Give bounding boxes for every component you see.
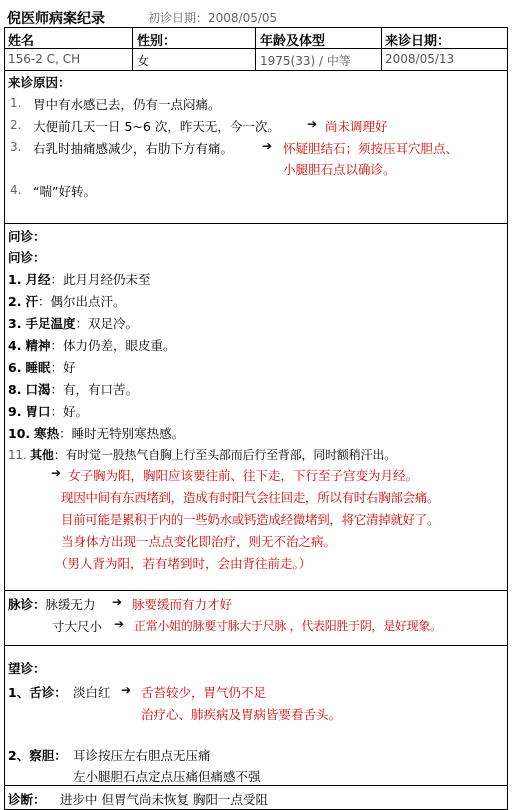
inquiry-label: 汗 — [25, 294, 38, 309]
rule — [4, 70, 508, 71]
info-label-sex: 性别： — [137, 34, 177, 49]
tongue-label: 1、舌诊： — [8, 685, 67, 700]
reason-number: 1. — [10, 96, 22, 110]
info-value-age: 1975(33) / 中等 — [260, 54, 351, 68]
col-divider — [381, 27, 382, 70]
inquiry-heading: 问诊： — [8, 229, 46, 244]
diagnosis-label: 诊断： — [8, 792, 46, 807]
rule — [4, 645, 508, 646]
inquiry-text: ：好 — [50, 360, 76, 375]
reason-note-continued: 小腿胆石点以确诊。 — [283, 162, 396, 177]
reason-text: 右乳时抽痛感减少，右肋下方有痛。 — [33, 141, 234, 156]
doc-title: 倪医师病案纪录 — [7, 11, 105, 27]
pulse-note: 脉要缓而有力才好 — [132, 597, 233, 612]
inquiry-note: （男人背为阳，若有堵到时，会由背往前走。） — [55, 556, 312, 571]
inquiry-number: 8. — [8, 382, 22, 397]
arrow-icon: ➔ — [114, 617, 125, 631]
inquiry-number: 11. — [8, 448, 27, 462]
pulse-text: 脉缓无力 — [45, 597, 96, 612]
inquiry-note: 当身体方出现一点点变化即治疗，则无不治之病。 — [61, 534, 337, 549]
inquiry-text: ：偶尔出点汗。 — [37, 294, 126, 309]
rule — [4, 785, 508, 786]
inquiry-item — [8, 336, 175, 354]
gall-label: 2、察胆： — [8, 748, 67, 763]
inquiry-label: 其他 — [30, 448, 54, 462]
inquiry-number: 6. — [8, 360, 22, 375]
info-value-date: 2008/05/13 — [385, 52, 455, 66]
inquiry-text: ：好。 — [50, 404, 88, 419]
inquiry-item — [8, 446, 396, 463]
reason-heading: 来诊原因： — [8, 75, 71, 90]
inquiry-text: ：睡时无特别寒热感。 — [59, 426, 185, 441]
info-label-date: 来诊日期： — [385, 34, 451, 49]
gall-text: 耳诊按压左右胆点无压痛 — [73, 748, 211, 763]
rule — [4, 590, 508, 591]
gall-text: 左小腿胆石点定点压痛但痛感不强 — [73, 769, 261, 784]
arrow-icon: ➔ — [51, 466, 62, 480]
observe-heading: 望诊： — [8, 661, 46, 676]
arrow-icon: ➔ — [307, 117, 318, 131]
inquiry-note: 目前可能是累积于内的一些奶水或钙造成经微堵到，将它清掉就好了。 — [61, 512, 440, 527]
pulse-heading: 脉诊： — [8, 597, 46, 612]
info-value-sex: 女 — [137, 54, 150, 68]
inquiry-label: 睡眠 — [25, 360, 51, 375]
pulse-note: 正常小姐的脉要寸脉大于尺脉 ，代表阳胜于阴，是好现象。 — [134, 619, 442, 633]
col-divider — [132, 27, 133, 70]
info-value-name: 156-2 C, CH — [8, 52, 81, 66]
reason-text: 大便前几天一日 5~6 次，昨天无，今一次。 — [33, 119, 280, 134]
inquiry-text: ：此月月经仍未至 — [50, 272, 151, 287]
inquiry-number: 1. — [8, 272, 22, 287]
arrow-icon: ➔ — [112, 595, 123, 609]
arrow-icon: ➔ — [121, 683, 132, 697]
inquiry-label: 寒热 — [34, 426, 60, 441]
frame-left — [4, 27, 5, 810]
reason-number: 4. — [10, 183, 22, 197]
inquiry-item — [8, 292, 125, 310]
reason-number: 2. — [10, 118, 22, 132]
tongue-note: 治疗心、肺疾病及胃病皆要看舌头。 — [141, 707, 342, 722]
inquiry-text: ：有时觉一股热气自胸上行至头部而后行至背部，同时额稍汗出。 — [53, 448, 396, 462]
inquiry-label: 月经 — [25, 272, 51, 287]
inquiry-item — [8, 314, 138, 332]
inquiry-number: 10. — [8, 426, 31, 441]
inquiry-label: 精神 — [25, 338, 51, 353]
inquiry-number: 2. — [8, 294, 22, 309]
first-visit-date: 初诊日期：2008/05/05 — [148, 11, 278, 25]
tongue-text: 淡白红 — [73, 685, 111, 700]
info-label-name: 姓名 — [8, 34, 35, 49]
pulse-text: 寸大尺小 — [52, 619, 103, 634]
inquiry-text: ：体力仍差，眼皮重。 — [50, 338, 176, 353]
tongue-note: 舌苔较少，胃气仍不足 — [141, 685, 267, 700]
reason-note: 怀疑胆结石；须按压耳穴胆点、 — [283, 141, 459, 156]
inquiry-subheading: 问诊： — [8, 250, 46, 265]
inquiry-text: ：双足冷。 — [75, 316, 138, 331]
reason-note: 尚未调理好 — [325, 119, 388, 134]
inquiry-number: 3. — [8, 316, 22, 331]
col-divider — [255, 27, 256, 70]
inquiry-number: 4. — [8, 338, 22, 353]
reason-text: 胃中有水感已去，仍有一点闷痛。 — [33, 97, 221, 112]
inquiry-item — [8, 402, 88, 420]
reason-number: 3. — [10, 140, 22, 154]
inquiry-text: ：有，有口苦。 — [50, 382, 138, 397]
inquiry-item — [8, 424, 184, 442]
rule — [4, 223, 508, 224]
inquiry-note: 女子胸为阳，胸阳应该要往前、往下走，下行至子宫变为月经。 — [68, 468, 419, 483]
inquiry-label: 胃口 — [25, 404, 51, 419]
inquiry-item — [8, 380, 138, 398]
inquiry-note: 现因中间有东西堵到，造成有时阳气会往回走，所以有时右胸部会痛。 — [61, 490, 440, 505]
inquiry-label: 口渴 — [25, 382, 51, 397]
inquiry-item — [8, 270, 150, 288]
inquiry-label: 手足温度 — [25, 316, 76, 331]
diagnosis-text: 进步中 但胃气尚未恢复 胸阳一点受阻 — [60, 792, 268, 807]
arrow-icon: ➔ — [262, 139, 273, 153]
inquiry-item — [8, 358, 75, 376]
reason-text: “喘”好转。 — [33, 184, 96, 199]
frame-right — [507, 27, 508, 810]
inquiry-number: 9. — [8, 404, 22, 419]
pulse-line — [8, 595, 96, 613]
info-label-age: 年龄及体型 — [260, 34, 326, 49]
